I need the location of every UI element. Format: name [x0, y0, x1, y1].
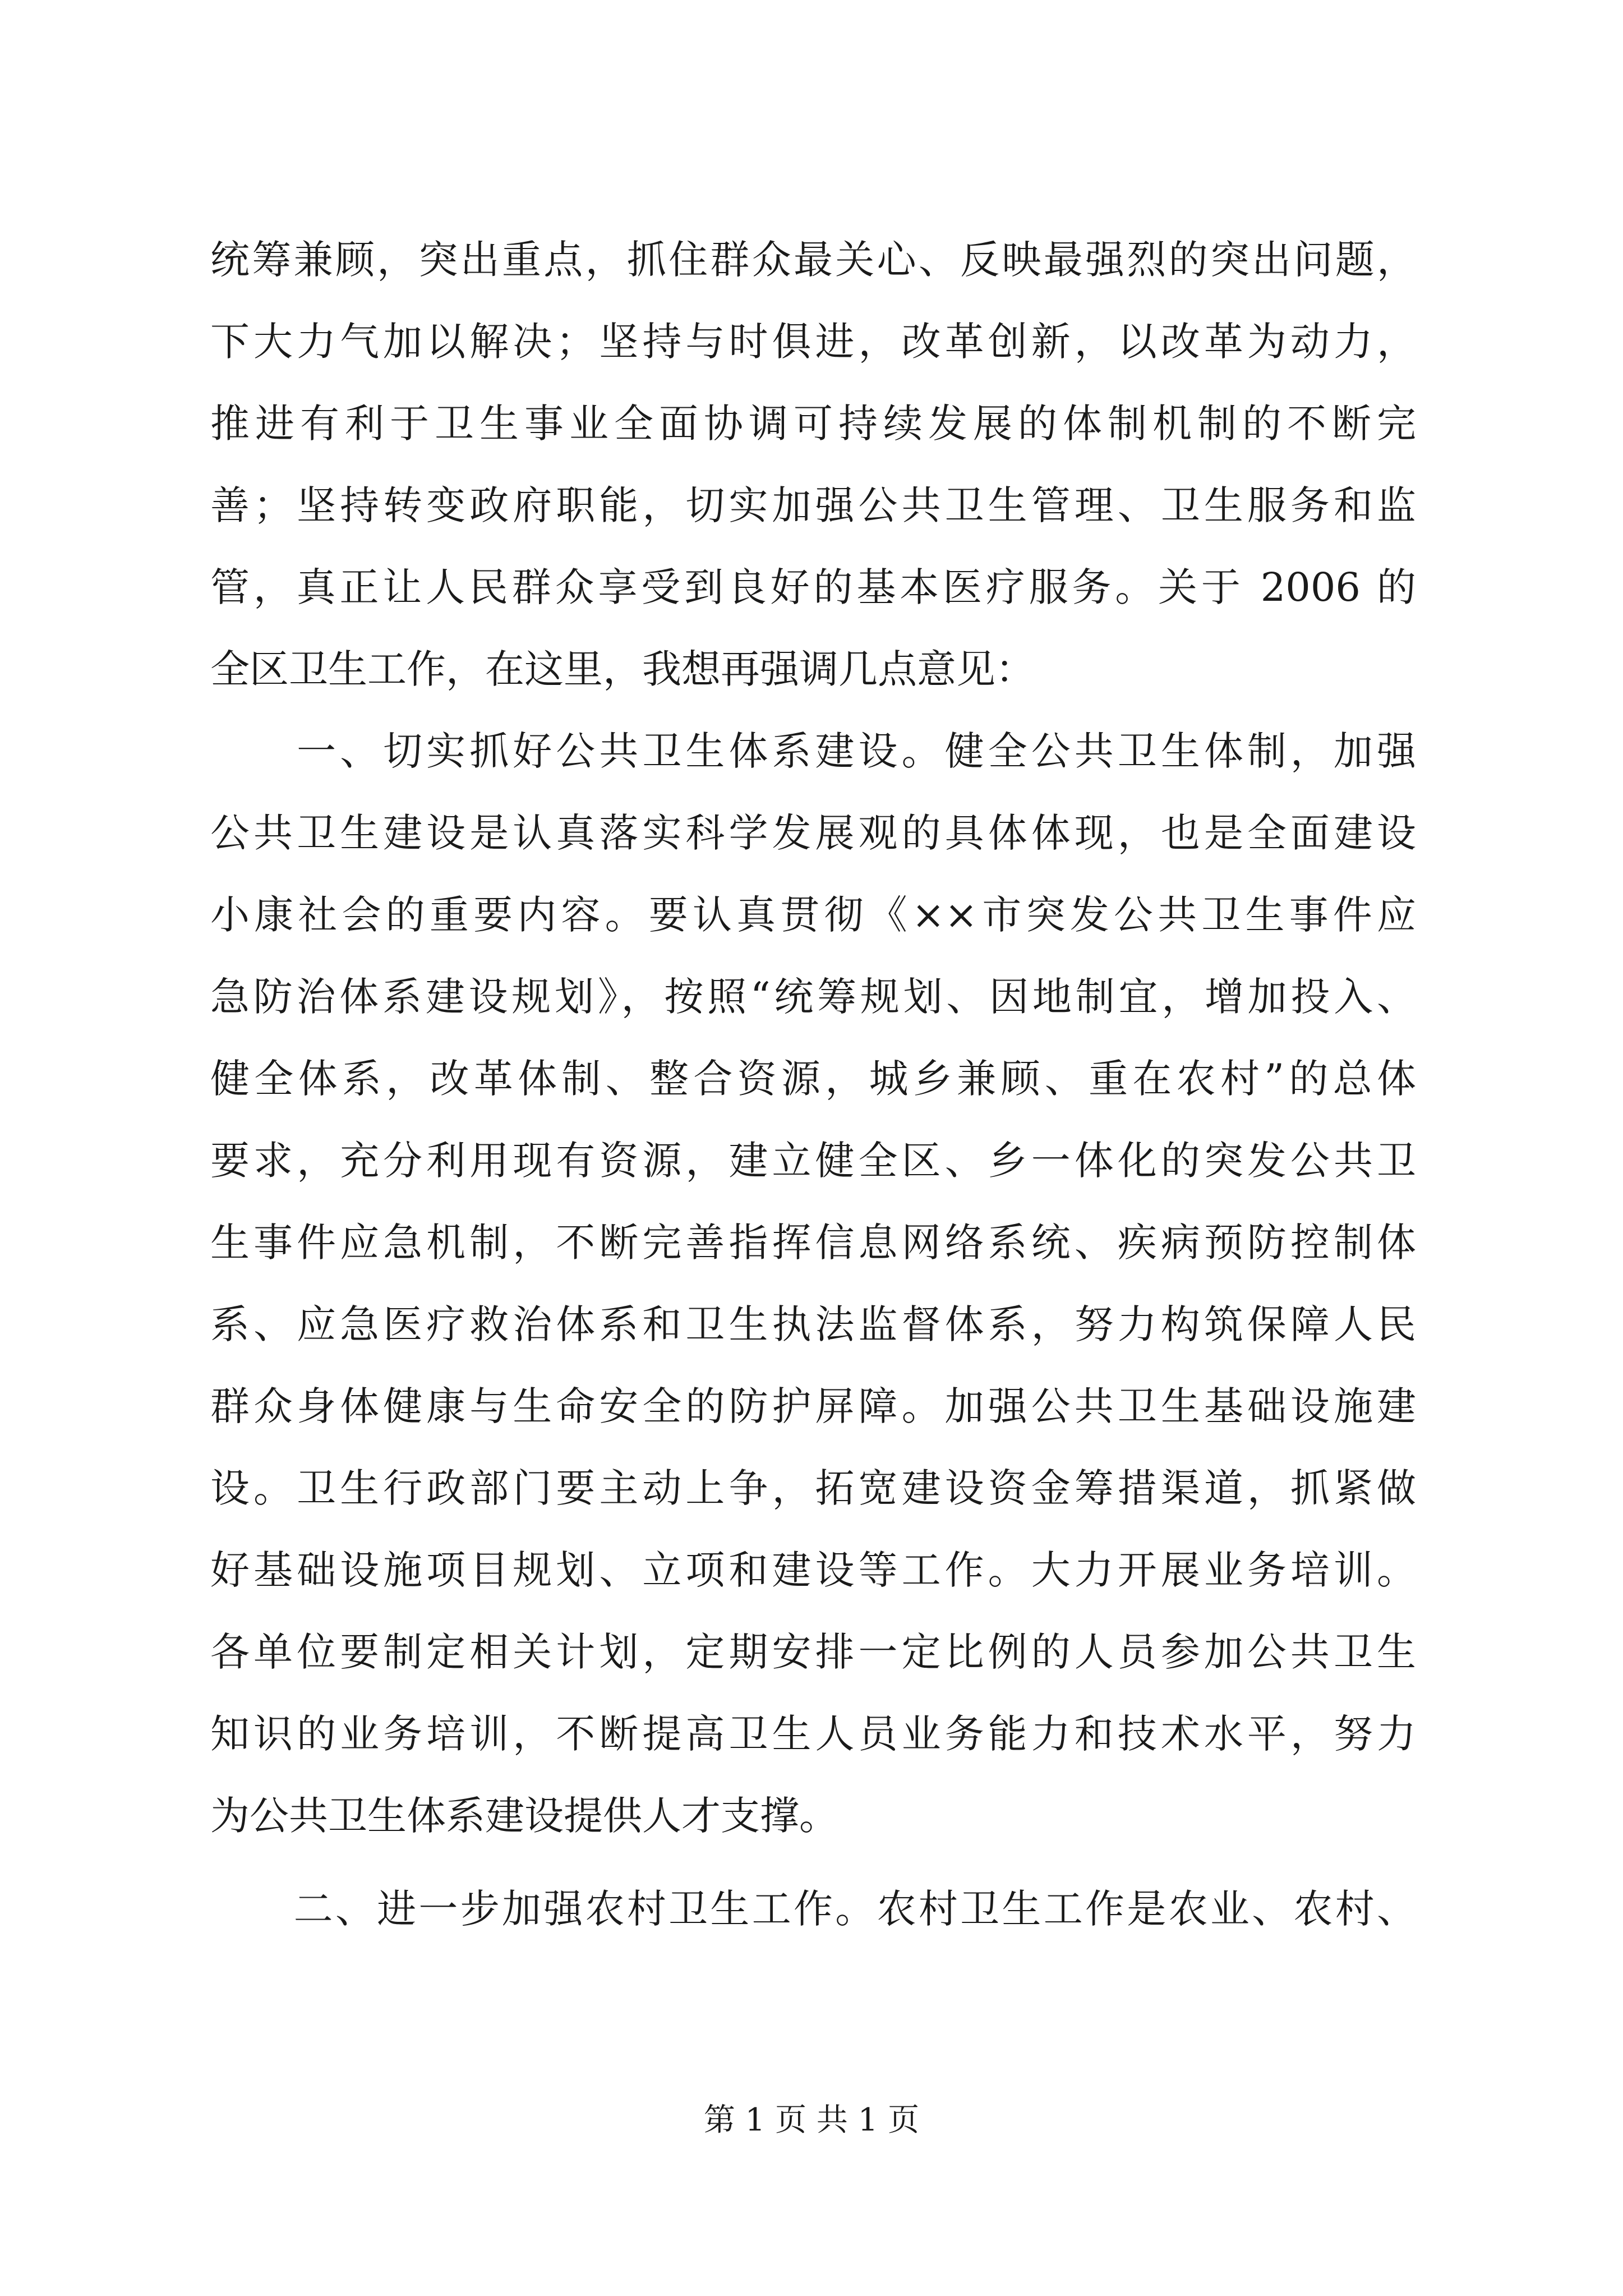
text-line: 善；坚持转变政府职能，切实加强公共卫生管理、卫生服务和监	[210, 482, 1416, 528]
page-number-label: 第 1 页 共 1 页	[703, 2102, 920, 2138]
text-line: 管，真正让人民群众享受到良好的基本医疗服务。关于 2006 的	[210, 564, 1416, 610]
text-line: 公共卫生建设是认真落实科学发展观的具体体现，也是全面建设	[210, 810, 1416, 856]
paragraph-spacing	[210, 1857, 1416, 1868]
text-line: 知识的业务培训，不断提高卫生人员业务能力和技术水平，努力	[210, 1711, 1416, 1757]
text-line: 要求，充分利用现有资源，建立健全区、乡一体化的突发公共卫	[210, 1138, 1416, 1184]
text-line: 各单位要制定相关计划，定期安排一定比例的人员参加公共卫生	[210, 1629, 1416, 1675]
text-line: 生事件应急机制，不断完善指挥信息网络系统、疾病预防控制体	[210, 1220, 1416, 1266]
text-line: 小康社会的重要内容。要认真贯彻《××市突发公共卫生事件应	[210, 892, 1416, 938]
text-line: 统筹兼顾，突出重点，抓住群众最关心、反映最强烈的突出问题，	[210, 237, 1416, 283]
page-footer	[0, 2098, 1623, 2143]
text-line: 设。卫生行政部门要主动上争，拓宽建设资金筹措渠道，抓紧做	[210, 1465, 1416, 1511]
text-line: 全区卫生工作，在这里，我想再强调几点意见：	[210, 646, 1035, 692]
text-line: 好基础设施项目规划、立项和建设等工作。大力开展业务培训。	[210, 1547, 1416, 1593]
text-line: 群众身体健康与生命安全的防护屏障。加强公共卫生基础设施建	[210, 1383, 1416, 1429]
text-line: 一、切实抓好公共卫生体系建设。健全公共卫生体制，加强	[210, 728, 1416, 774]
text-line: 下大力气加以解决；坚持与时俱进，改革创新，以改革为动力，	[210, 319, 1416, 365]
text-line: 推进有利于卫生事业全面协调可持续发展的体制机制的不断完	[210, 401, 1416, 447]
text-line: 系、应急医疗救治体系和卫生执法监督体系，努力构筑保障人民	[210, 1301, 1416, 1347]
paragraph-2	[210, 710, 1416, 1857]
text-line: 急防治体系建设规划》，按照“统筹规划、因地制宜，增加投入、	[210, 974, 1416, 1020]
text-line: 为公共卫生体系建设提供人才支撑。	[210, 1793, 838, 1839]
paragraph-3	[210, 1868, 1416, 1950]
document-body	[210, 219, 1416, 1950]
text-line: 健全体系，改革体制、整合资源，城乡兼顾、重在农村”的总体	[210, 1056, 1416, 1102]
text-line: 二、进一步加强农村卫生工作。农村卫生工作是农业、农村、	[210, 1886, 1416, 1932]
paragraph-1	[210, 219, 1416, 710]
